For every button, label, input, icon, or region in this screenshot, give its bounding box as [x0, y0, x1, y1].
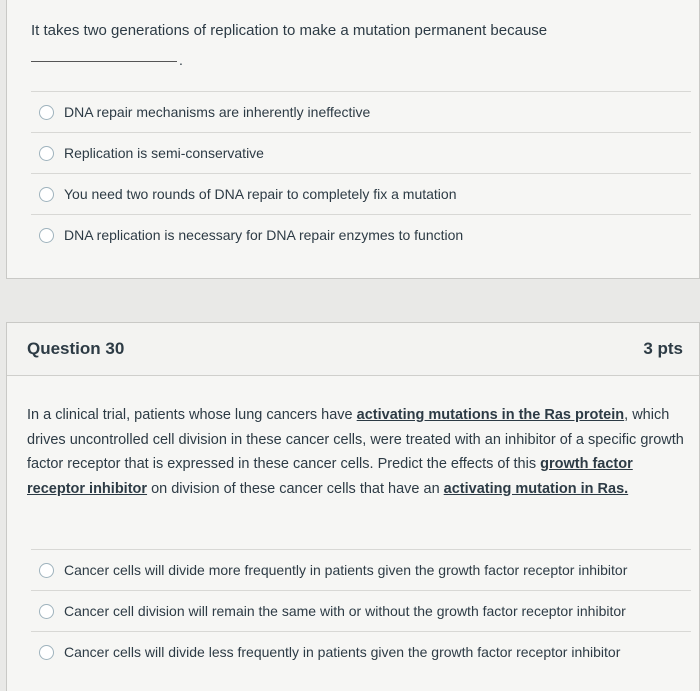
answer-label: Cancer cell division will remain the same with or without the growth factor receptor inhibitor: [64, 603, 626, 619]
answer-option-2[interactable]: [31, 132, 691, 173]
question-header: [7, 323, 699, 376]
radio-button[interactable]: [39, 228, 54, 243]
answer-option-2[interactable]: [31, 590, 691, 631]
answer-label: Cancer cells will divide more frequently in patients given the growth factor receptor inhibitor: [64, 562, 628, 578]
answer-label: DNA replication is necessary for DNA repair enzymes to function: [64, 227, 464, 243]
answer-option-3[interactable]: [31, 631, 691, 672]
text-bold-2: growth factor receptor inhibitor: [27, 456, 633, 497]
answer-option-4[interactable]: [31, 214, 691, 255]
answer-label: DNA repair mechanisms are inherently ineffective: [64, 104, 371, 120]
answer-blank: [31, 61, 177, 62]
text-part-3: on division of these cancer cells that have an: [147, 480, 444, 497]
question-29-prompt: It takes two generations of replication to make a mutation permanent because: [31, 22, 548, 39]
radio-button[interactable]: [39, 604, 54, 619]
blank-period: .: [179, 52, 183, 68]
text-part-2: , which drives uncontrolled cell division in these cancer cells, were treated with an inhibitor of a specific growth factor receptor that is expressed in these cancer cells. Predict the effects of this: [27, 407, 684, 472]
radio-button[interactable]: [39, 105, 54, 120]
question-30-text: [27, 403, 687, 501]
answer-option-3[interactable]: [31, 173, 691, 214]
radio-button[interactable]: [39, 187, 54, 202]
question-title: Question 30: [27, 339, 125, 358]
text-part-1: In a clinical trial, patients whose lung cancers have: [27, 407, 357, 423]
radio-button[interactable]: [39, 146, 54, 161]
question-29-card: [6, 0, 700, 279]
question-30-card: [6, 322, 700, 691]
answer-option-1[interactable]: [31, 549, 691, 590]
text-bold-3: activating mutation in Ras.: [443, 480, 629, 497]
answer-label: Cancer cells will divide less frequently in patients given the growth factor receptor inhibitor: [64, 644, 621, 660]
radio-button[interactable]: [39, 645, 54, 660]
radio-button[interactable]: [39, 563, 54, 578]
answer-label: You need two rounds of DNA repair to completely fix a mutation: [64, 186, 457, 202]
answer-option-1[interactable]: [31, 91, 691, 132]
question-points: 3 pts: [643, 339, 683, 358]
answer-label: Replication is semi-conservative: [64, 145, 264, 161]
text-bold-1: activating mutations in the Ras protein: [356, 407, 625, 423]
